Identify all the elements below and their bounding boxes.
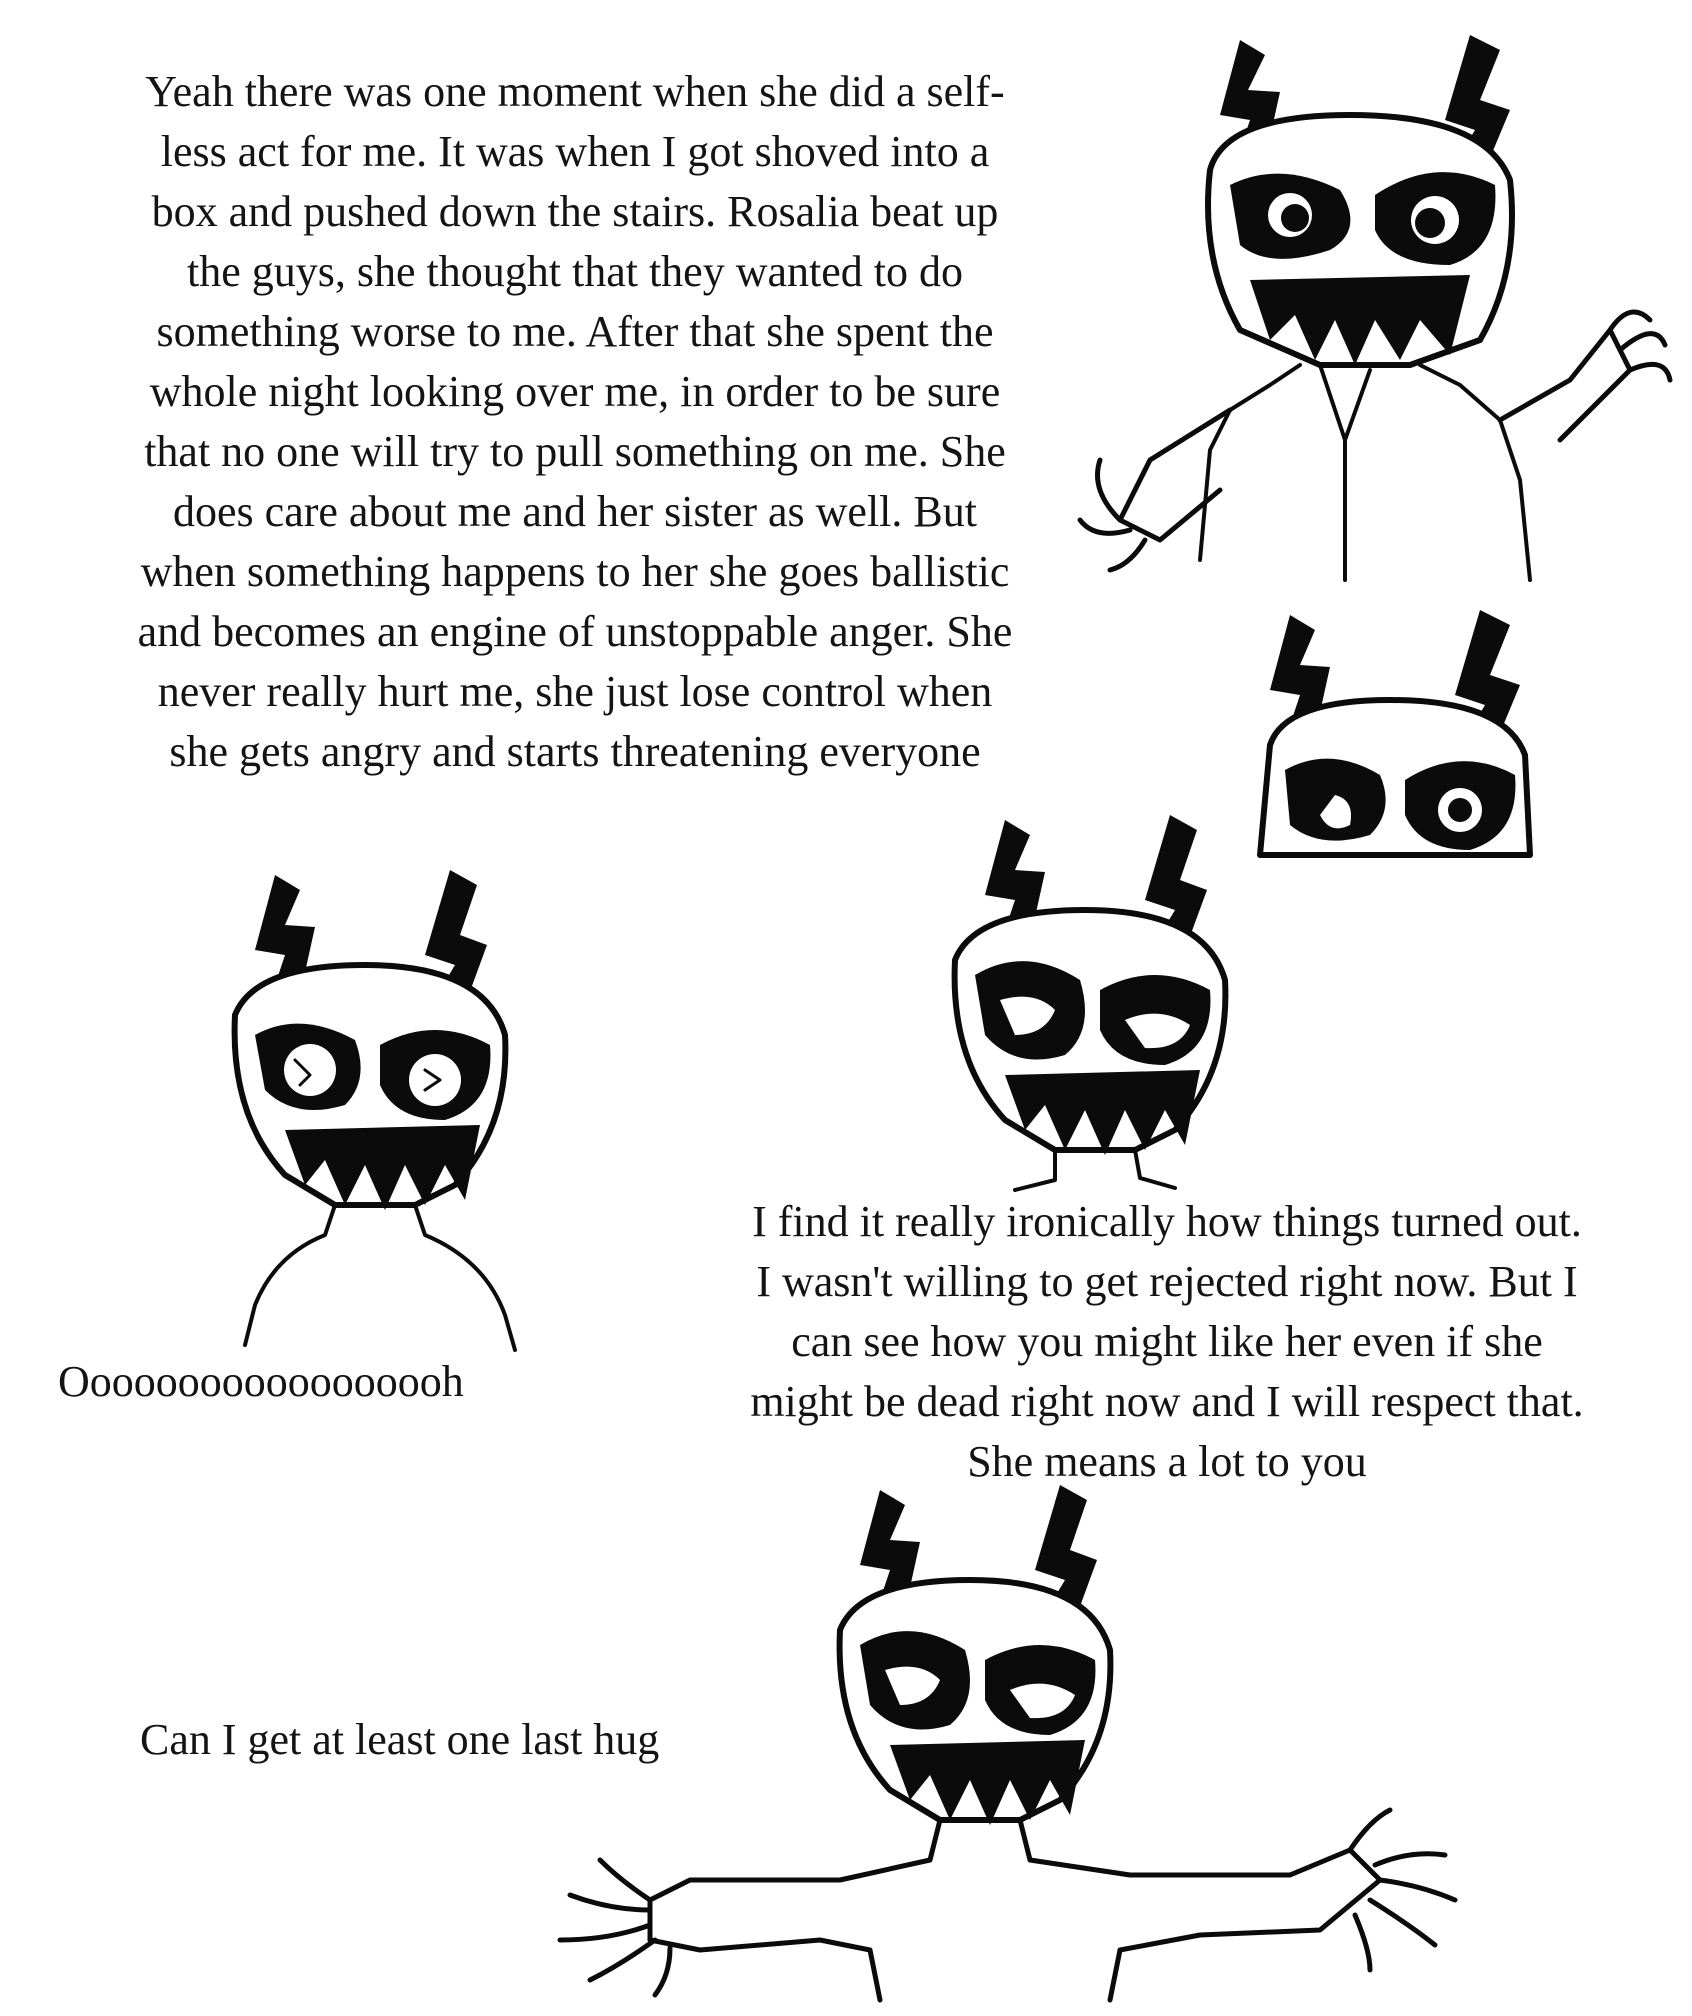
caption-respect: I find it really ironically how things turned out. I wasn't willing to get rejected right now. But I can see how you might like her even if she might be dead right now and I will respect that. She means a lot to you — [750, 1197, 1584, 1486]
masked-character-shrugging — [1090, 20, 1670, 600]
caption-rosalia-story: Yeah there was one moment when she did a self- less act for me. It was when I got shoved into a box and pushed down the stairs. Rosalia beat up the guys, she thought that they wanted to do something worse to me. After that she spent the whole night looking over me, in order to be sure that no one will try to pull something on me. She does care about me and her sister as well. But when something happens to her she goes ballistic and becomes an engine of unstoppable anger. She never really hurt me, she just lose control when she gets angry and starts threatening everyone — [137, 67, 1013, 776]
masked-character-reflective — [925, 810, 1245, 1190]
caption-oooh: Oooooooooooooooooh — [58, 1357, 464, 1406]
masked-character-peeking — [1230, 595, 1550, 855]
masked-character-surprised — [215, 865, 535, 1355]
caption-last-hug: Can I get at least one last hug — [140, 1715, 660, 1764]
